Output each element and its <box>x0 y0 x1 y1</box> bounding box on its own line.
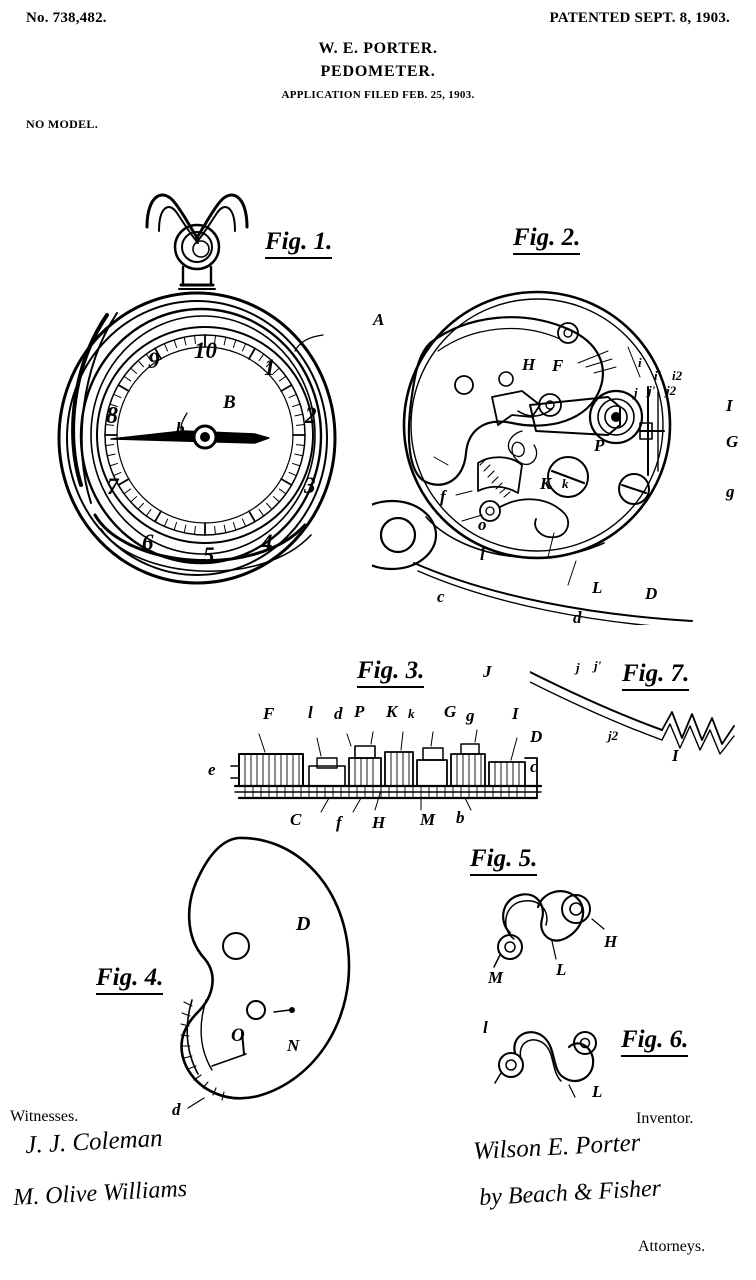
fig3-ref-k: k <box>408 706 415 721</box>
fig2-ref-c: c <box>437 587 445 606</box>
fig4-ref-d: d <box>172 1100 181 1119</box>
fig3-ref-F: F <box>263 704 275 723</box>
fig1-ref-b: b <box>176 419 185 438</box>
fig3-ref-C: b <box>456 808 465 827</box>
fig2-ref-i2: i2 <box>672 368 683 383</box>
fig4-ref-D: D <box>296 913 311 935</box>
fig5-ref-L: L <box>556 960 567 979</box>
fig2-ref-l: l <box>480 545 485 564</box>
fig4-ref-O: O <box>231 1025 245 1046</box>
fig3-ref-K: K <box>386 702 398 721</box>
fig3-ref-g: g <box>466 706 475 725</box>
fig3-ref-c: c <box>530 757 538 776</box>
fig3-ref-G: G <box>444 702 457 721</box>
fig3-ref-e: M <box>420 810 436 829</box>
fig2-ref-d: d <box>573 608 582 627</box>
dial-numeral-3: 3 <box>304 473 316 498</box>
figure-2-drawing <box>372 285 702 625</box>
no-model-note: NO MODEL. <box>26 117 99 131</box>
fig2-ref-j: j <box>634 385 638 400</box>
dial-numeral-5: 5 <box>203 543 215 568</box>
figure-5-label: Fig. 5. <box>470 845 537 876</box>
fig2-ref-j2: j2 <box>666 383 677 398</box>
patent-title: PEDOMETER. <box>320 63 436 80</box>
fig2-ref-g: g <box>726 482 735 501</box>
fig5-ref-H: H <box>604 932 618 951</box>
fig4-ref-N: N <box>287 1036 300 1055</box>
fig3-ref-M: f <box>336 813 342 832</box>
fig2-ref-F: F <box>552 356 564 375</box>
inventor-signature: Wilson E. Porter <box>472 1129 642 1166</box>
fig6-ref-L: L <box>592 1082 603 1101</box>
dial-numeral-9: 9 <box>148 348 160 373</box>
witness-signature-2: M. Olive Williams <box>12 1175 188 1212</box>
fig2-ref-H: H <box>522 355 536 374</box>
fig2-ref-o: o <box>478 515 487 534</box>
figure-1-label: Fig. 1. <box>265 228 332 259</box>
fig3-ref-J: J <box>483 662 492 681</box>
figure-2-label: Fig. 2. <box>513 224 580 255</box>
figure-7-label: Fig. 7. <box>622 660 689 691</box>
fig3-ref-f: e <box>208 760 216 779</box>
attorneys-label: Attorneys. <box>638 1238 706 1255</box>
fig2-ref-G: G <box>726 432 739 451</box>
figure-3-drawing <box>225 710 555 825</box>
fig7-ref-I: I <box>672 746 679 765</box>
witnesses-label: Witnesses. <box>10 1108 79 1125</box>
fig1-ref-B: B <box>223 392 236 413</box>
fig3-ref-j-prime: j' <box>594 658 602 673</box>
fig2-ref-j-prime: j' <box>648 383 656 398</box>
fig5-ref-M: M <box>488 968 504 987</box>
fig2-ref-k: k <box>562 476 569 491</box>
fig3-ref-d: d <box>334 704 343 723</box>
fig3-ref-l: l <box>308 703 313 722</box>
dial-numeral-4: 4 <box>261 530 273 555</box>
fig2-ref-L: L <box>592 578 603 597</box>
fig3-ref-j2: j2 <box>608 728 619 743</box>
dial-numeral-10: 10 <box>194 338 217 363</box>
fig1-ref-A: A <box>373 310 385 329</box>
dial-numeral-8: 8 <box>106 403 118 429</box>
attorney-by-line: by Beach & Fisher <box>478 1175 662 1212</box>
fig3-ref-j: j <box>576 660 580 675</box>
fig2-ref-I: I <box>726 396 733 415</box>
dial-numeral-6: 6 <box>142 530 154 555</box>
fig6-ref-l: l <box>483 1018 488 1037</box>
figure-6-drawing <box>485 1015 625 1115</box>
fig2-ref-f: f <box>440 487 446 506</box>
fig3-ref-D: D <box>530 727 543 746</box>
fig2-ref-K: K <box>540 474 552 493</box>
inventor-name-heading: W. E. PORTER. <box>318 40 438 57</box>
fig2-ref-i: i <box>638 355 642 370</box>
dial-numeral-7: 7 <box>107 474 119 499</box>
fig2-ref-i-prime: i' <box>654 368 662 383</box>
fig2-ref-P: P <box>594 436 605 455</box>
patent-number: No. 738,482. <box>26 10 107 26</box>
inventor-label: Inventor. <box>636 1110 694 1127</box>
fig3-ref-I: I <box>512 704 519 723</box>
application-filed: APPLICATION FILED FEB. 25, 1903. <box>281 89 475 101</box>
dial-numeral-2: 2 <box>305 403 317 428</box>
dial-numeral-1: 1 <box>264 355 276 380</box>
fig2-ref-D: D <box>645 584 658 603</box>
witness-signature-1: J. J. Coleman <box>24 1124 164 1160</box>
patented-date: PATENTED SEPT. 8, 1903. <box>549 10 730 26</box>
figure-4-drawing <box>140 830 390 1120</box>
figure-4-label: Fig. 4. <box>96 964 163 995</box>
figure-6-label: Fig. 6. <box>621 1026 688 1057</box>
fig3-ref-H: C <box>290 810 302 829</box>
figure-3-label: Fig. 3. <box>357 657 424 688</box>
fig3-ref-b: H <box>372 813 386 832</box>
fig3-ref-P: P <box>354 702 365 721</box>
